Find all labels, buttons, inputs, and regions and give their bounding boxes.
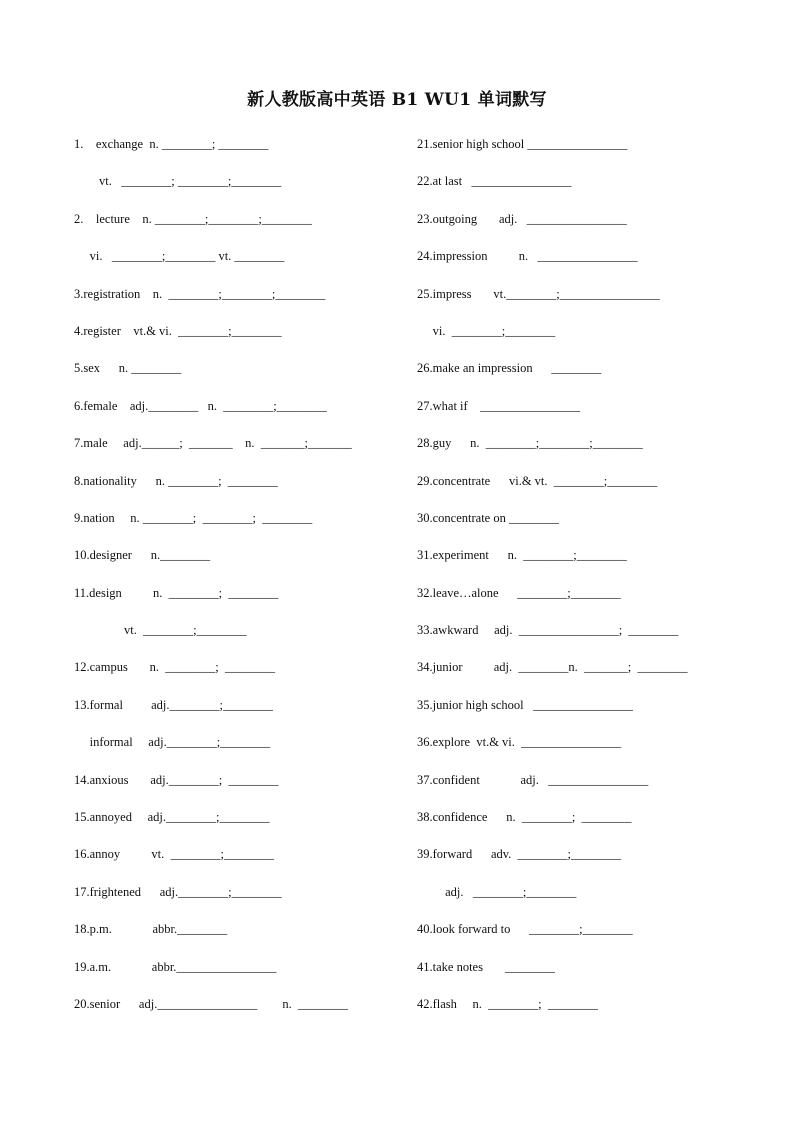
- vocab-item: 6.female adj.________ n. ________;________: [74, 398, 327, 413]
- vocab-item: 26.make an impression ________: [417, 361, 602, 376]
- vocab-item: 38.confidence n. ________; ________: [417, 810, 632, 825]
- vocab-item: 31.experiment n. ________;________: [417, 548, 627, 563]
- vocab-item: 19.a.m. abbr.________________: [74, 959, 277, 974]
- left-column: [74, 133, 404, 1030]
- vocab-item: 21.senior high school ________________: [417, 137, 628, 151]
- vocab-item: 36.explore vt.& vi. ________________: [417, 735, 622, 750]
- vocab-item: 8.nationality n. ________; ________: [74, 473, 278, 488]
- vocab-item: 1. exchange n. ________; ________: [74, 137, 269, 151]
- vocab-item: 23.outgoing adj. ________________: [417, 211, 627, 226]
- vocab-item: 5.sex n. ________: [74, 361, 182, 376]
- vocab-item: 17.frightened adj.________;________: [74, 884, 282, 899]
- vocab-item: 39.forward adv. ________;________: [417, 847, 622, 862]
- vocab-item: 33.awkward adj. ________________; ________: [417, 623, 679, 638]
- vocab-item: 11.design n. ________; ________: [74, 585, 279, 600]
- vocab-item: 9.nation n. ________; ________; ________: [74, 510, 313, 525]
- vocab-item: 25.impress vt.________;________________: [417, 286, 660, 301]
- vocab-item: 2. lecture n. ________;________;________: [74, 211, 312, 226]
- vocab-item: 3.registration n. ________;________;________: [74, 286, 326, 301]
- vocab-item: 18.p.m. abbr.________: [74, 922, 228, 937]
- vocab-item: 10.designer n.________: [74, 548, 211, 563]
- vocab-item: 13.formal adj.________;________: [74, 697, 273, 712]
- vocab-item: 28.guy n. ________;________;________: [417, 436, 643, 451]
- page-title: 新人教版高中英语 B1 WU1 单词默写: [247, 90, 547, 110]
- vocab-item: 42.flash n. ________; ________: [417, 996, 598, 1011]
- vocab-item: 15.annoyed adj.________;________: [74, 810, 270, 825]
- vocab-item: 16.annoy vt. ________;________: [74, 847, 274, 862]
- vocab-item: 34.junior adj. ________n. _______; ________: [417, 660, 688, 675]
- vocab-item: 37.confident adj. ________________: [417, 772, 649, 787]
- vocab-item: 41.take notes ________: [417, 959, 555, 974]
- vocab-item: 24.impression n. ________________: [417, 249, 638, 264]
- vocab-item: 20.senior adj.________________ n. ________: [74, 996, 348, 1011]
- vocab-item: adj. ________;________: [417, 884, 577, 899]
- vocab-item: vt. ________; ________;________: [74, 174, 282, 189]
- vocab-item: 4.register vt.& vi. ________;________: [74, 323, 282, 338]
- right-column: [417, 133, 747, 1030]
- vocab-item: informal adj.________;________: [74, 735, 271, 750]
- vocab-item: 35.junior high school ________________: [417, 697, 633, 712]
- vocab-item: 12.campus n. ________; ________: [74, 660, 276, 675]
- vocab-item: 29.concentrate vi.& vt. ________;________: [417, 473, 658, 488]
- vocab-item: 32.leave…alone ________;________: [417, 585, 621, 600]
- vocab-item: 7.male adj.______; _______ n. _______;_______: [74, 436, 352, 451]
- vocab-item: 14.anxious adj.________; ________: [74, 772, 279, 787]
- vocab-item: 22.at last ________________: [417, 174, 572, 189]
- vocab-item: 40.look forward to ________;________: [417, 922, 633, 937]
- vocab-item: vi. ________;________ vt. ________: [74, 249, 285, 264]
- vocab-item: vt. ________;________: [74, 623, 247, 638]
- vocab-item: 30.concentrate on ________: [417, 510, 559, 525]
- vocab-item: 27.what if ________________: [417, 398, 581, 413]
- vocab-item: vi. ________;________: [417, 323, 556, 338]
